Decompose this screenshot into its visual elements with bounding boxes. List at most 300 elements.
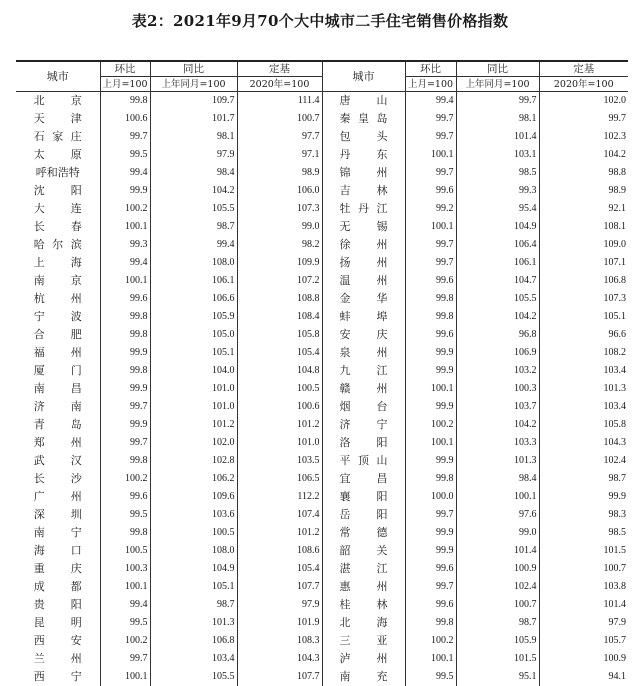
mom-value-cell: 99.7 bbox=[405, 236, 456, 254]
base-value-cell: 101.4 bbox=[539, 596, 628, 614]
base-value-cell: 106.5 bbox=[237, 470, 322, 488]
mom-value-cell: 99.5 bbox=[405, 668, 456, 686]
city-name-cell bbox=[322, 596, 405, 614]
table-row bbox=[16, 452, 628, 470]
base-value-cell: 108.1 bbox=[539, 218, 628, 236]
city-name-label: 贵阳 bbox=[34, 596, 82, 614]
yoy-value-cell: 102.8 bbox=[150, 452, 237, 470]
table-row bbox=[16, 506, 628, 524]
mom-value-cell: 99.6 bbox=[405, 272, 456, 290]
table-row bbox=[16, 254, 628, 272]
yoy-value-cell: 101.4 bbox=[456, 542, 539, 560]
yoy-value-cell: 106.6 bbox=[150, 290, 237, 308]
mom-value-cell: 99.6 bbox=[405, 182, 456, 200]
mom-value-cell: 99.8 bbox=[100, 524, 150, 542]
city-name-label: 南昌 bbox=[34, 380, 82, 398]
mom-value-cell: 100.1 bbox=[405, 434, 456, 452]
city-name-cell bbox=[16, 650, 100, 668]
yoy-value-cell: 98.5 bbox=[456, 164, 539, 182]
base-value-cell: 108.6 bbox=[237, 542, 322, 560]
city-name-cell bbox=[16, 506, 100, 524]
city-name-label: 秦皇岛 bbox=[340, 110, 388, 128]
yoy-value-cell: 104.2 bbox=[456, 308, 539, 326]
base-value-cell: 105.8 bbox=[539, 416, 628, 434]
base-value-cell: 105.7 bbox=[539, 632, 628, 650]
mom-subheader-2: 上月=100 bbox=[405, 77, 456, 92]
base-value-cell: 97.9 bbox=[237, 596, 322, 614]
mom-value-cell: 99.4 bbox=[100, 254, 150, 272]
city-name-label: 温州 bbox=[340, 272, 388, 290]
city-name-label: 包头 bbox=[340, 128, 388, 146]
base-value-cell: 105.8 bbox=[237, 326, 322, 344]
mom-value-cell: 99.9 bbox=[100, 416, 150, 434]
mom-value-cell: 99.7 bbox=[100, 650, 150, 668]
table-row bbox=[16, 272, 628, 290]
yoy-value-cell: 102.0 bbox=[150, 434, 237, 452]
city-name-label: 成都 bbox=[34, 578, 82, 596]
city-name-label: 哈尔滨 bbox=[34, 236, 82, 254]
city-name-label: 北海 bbox=[340, 614, 388, 632]
mom-value-cell: 100.0 bbox=[405, 488, 456, 506]
city-column-header-2: 城市 bbox=[322, 61, 405, 92]
mom-value-cell: 100.2 bbox=[405, 416, 456, 434]
table-body bbox=[16, 92, 628, 686]
base-value-cell: 101.0 bbox=[237, 434, 322, 452]
yoy-value-cell: 95.1 bbox=[456, 668, 539, 686]
city-name-label: 天津 bbox=[34, 110, 82, 128]
city-name-label: 吉林 bbox=[340, 182, 388, 200]
city-name-cell bbox=[16, 488, 100, 506]
yoy-value-cell: 98.7 bbox=[150, 596, 237, 614]
mom-value-cell: 100.1 bbox=[405, 146, 456, 164]
city-name-cell bbox=[16, 146, 100, 164]
base-value-cell: 104.8 bbox=[237, 362, 322, 380]
table-row bbox=[16, 380, 628, 398]
yoy-value-cell: 106.1 bbox=[150, 272, 237, 290]
mom-value-cell: 100.1 bbox=[405, 218, 456, 236]
mom-value-cell: 99.9 bbox=[100, 380, 150, 398]
yoy-value-cell: 98.4 bbox=[150, 164, 237, 182]
mom-value-cell: 100.1 bbox=[100, 668, 150, 686]
mom-column-header-2: 环比 bbox=[405, 61, 456, 77]
city-name-label: 昆明 bbox=[34, 614, 82, 632]
mom-value-cell: 99.5 bbox=[100, 506, 150, 524]
city-name-cell bbox=[322, 326, 405, 344]
yoy-value-cell: 100.7 bbox=[456, 596, 539, 614]
city-name-label: 南宁 bbox=[34, 524, 82, 542]
yoy-value-cell: 103.1 bbox=[456, 146, 539, 164]
yoy-value-cell: 106.4 bbox=[456, 236, 539, 254]
city-name-cell bbox=[322, 308, 405, 326]
table-row bbox=[16, 632, 628, 650]
base-value-cell: 112.2 bbox=[237, 488, 322, 506]
table-header bbox=[16, 61, 628, 92]
city-name-label: 长春 bbox=[34, 218, 82, 236]
base-value-cell: 108.8 bbox=[237, 290, 322, 308]
yoy-value-cell: 104.2 bbox=[150, 182, 237, 200]
base-value-cell: 97.9 bbox=[539, 614, 628, 632]
city-name-cell bbox=[322, 362, 405, 380]
city-name-cell bbox=[322, 92, 405, 111]
city-name-cell bbox=[16, 92, 100, 111]
yoy-value-cell: 108.0 bbox=[150, 254, 237, 272]
city-name-cell bbox=[322, 452, 405, 470]
base-value-cell: 104.2 bbox=[539, 146, 628, 164]
city-name-cell bbox=[16, 380, 100, 398]
base-value-cell: 111.4 bbox=[237, 92, 322, 111]
city-name-cell bbox=[322, 146, 405, 164]
city-name-cell bbox=[322, 398, 405, 416]
city-name-cell bbox=[16, 110, 100, 128]
city-name-cell bbox=[16, 254, 100, 272]
city-name-cell bbox=[322, 506, 405, 524]
city-name-cell bbox=[16, 182, 100, 200]
city-name-label: 北京 bbox=[34, 92, 82, 110]
city-name-label: 济南 bbox=[34, 398, 82, 416]
base-value-cell: 103.4 bbox=[539, 398, 628, 416]
yoy-value-cell: 101.5 bbox=[456, 650, 539, 668]
yoy-value-cell: 100.5 bbox=[150, 524, 237, 542]
city-name-label: 平顶山 bbox=[340, 452, 388, 470]
city-name-label: 丹东 bbox=[340, 146, 388, 164]
city-name-label: 金华 bbox=[340, 290, 388, 308]
city-name-label: 长沙 bbox=[34, 470, 82, 488]
city-name-cell bbox=[16, 218, 100, 236]
yoy-value-cell: 105.9 bbox=[456, 632, 539, 650]
yoy-value-cell: 101.7 bbox=[150, 110, 237, 128]
city-name-label: 常德 bbox=[340, 524, 388, 542]
base-value-cell: 107.7 bbox=[237, 668, 322, 686]
city-name-cell bbox=[322, 416, 405, 434]
mom-value-cell: 99.8 bbox=[100, 308, 150, 326]
mom-value-cell: 99.2 bbox=[405, 200, 456, 218]
mom-subheader: 上月=100 bbox=[100, 77, 150, 92]
yoy-value-cell: 104.2 bbox=[456, 416, 539, 434]
base-value-cell: 98.5 bbox=[539, 524, 628, 542]
mom-value-cell: 99.9 bbox=[405, 452, 456, 470]
mom-value-cell: 100.1 bbox=[100, 578, 150, 596]
yoy-value-cell: 98.1 bbox=[150, 128, 237, 146]
city-name-cell bbox=[16, 164, 100, 182]
city-name-label: 徐州 bbox=[340, 236, 388, 254]
city-name-label: 洛阳 bbox=[340, 434, 388, 452]
base-value-cell: 105.4 bbox=[237, 344, 322, 362]
yoy-value-cell: 104.0 bbox=[150, 362, 237, 380]
price-index-table-container bbox=[16, 60, 628, 686]
mom-value-cell: 99.7 bbox=[405, 506, 456, 524]
base-value-cell: 108.4 bbox=[237, 308, 322, 326]
city-name-cell bbox=[16, 236, 100, 254]
table-row bbox=[16, 146, 628, 164]
mom-value-cell: 99.7 bbox=[405, 110, 456, 128]
base-value-cell: 105.4 bbox=[237, 560, 322, 578]
base-value-cell: 98.9 bbox=[237, 164, 322, 182]
base-value-cell: 102.3 bbox=[539, 128, 628, 146]
city-name-label: 蚌埠 bbox=[340, 308, 388, 326]
base-value-cell: 92.1 bbox=[539, 200, 628, 218]
city-name-label: 宜昌 bbox=[340, 470, 388, 488]
yoy-value-cell: 104.7 bbox=[456, 272, 539, 290]
city-name-label: 湛江 bbox=[340, 560, 388, 578]
city-name-label: 韶关 bbox=[340, 542, 388, 560]
table-row bbox=[16, 596, 628, 614]
table-row bbox=[16, 668, 628, 686]
base-value-cell: 105.1 bbox=[539, 308, 628, 326]
table-row bbox=[16, 200, 628, 218]
yoy-value-cell: 100.9 bbox=[456, 560, 539, 578]
mom-value-cell: 99.9 bbox=[405, 362, 456, 380]
mom-value-cell: 100.1 bbox=[405, 650, 456, 668]
table-row bbox=[16, 542, 628, 560]
yoy-value-cell: 103.3 bbox=[456, 434, 539, 452]
yoy-value-cell: 101.0 bbox=[150, 398, 237, 416]
city-name-cell bbox=[322, 560, 405, 578]
city-name-label: 呼和浩特 bbox=[36, 166, 80, 179]
city-name-cell bbox=[322, 128, 405, 146]
base-value-cell: 96.6 bbox=[539, 326, 628, 344]
yoy-value-cell: 103.7 bbox=[456, 398, 539, 416]
mom-value-cell: 100.1 bbox=[100, 218, 150, 236]
city-name-cell bbox=[322, 290, 405, 308]
mom-value-cell: 99.9 bbox=[405, 344, 456, 362]
mom-value-cell: 99.6 bbox=[405, 596, 456, 614]
city-name-cell bbox=[16, 200, 100, 218]
base-column-header: 定基 bbox=[237, 61, 322, 77]
base-value-cell: 107.3 bbox=[237, 200, 322, 218]
mom-value-cell: 99.5 bbox=[100, 614, 150, 632]
yoy-value-cell: 104.9 bbox=[150, 560, 237, 578]
base-value-cell: 98.3 bbox=[539, 506, 628, 524]
city-name-cell bbox=[322, 380, 405, 398]
base-value-cell: 102.4 bbox=[539, 452, 628, 470]
city-name-label: 烟台 bbox=[340, 398, 388, 416]
mom-value-cell: 100.3 bbox=[100, 560, 150, 578]
city-name-label: 九江 bbox=[340, 362, 388, 380]
base-value-cell: 98.9 bbox=[539, 182, 628, 200]
yoy-value-cell: 105.1 bbox=[150, 344, 237, 362]
mom-value-cell: 99.8 bbox=[100, 92, 150, 111]
city-name-cell bbox=[16, 344, 100, 362]
table-row bbox=[16, 650, 628, 668]
base-value-cell: 98.2 bbox=[237, 236, 322, 254]
table-row bbox=[16, 524, 628, 542]
base-value-cell: 103.5 bbox=[237, 452, 322, 470]
base-value-cell: 109.0 bbox=[539, 236, 628, 254]
city-name-cell bbox=[322, 488, 405, 506]
yoy-value-cell: 103.6 bbox=[150, 506, 237, 524]
table-row bbox=[16, 218, 628, 236]
base-value-cell: 97.7 bbox=[237, 128, 322, 146]
base-value-cell: 103.4 bbox=[539, 362, 628, 380]
yoy-value-cell: 105.5 bbox=[150, 668, 237, 686]
city-name-cell bbox=[322, 470, 405, 488]
mom-value-cell: 99.7 bbox=[405, 128, 456, 146]
city-name-label: 上海 bbox=[34, 254, 82, 272]
table-title: 表2：2021年9月70个大中城市二手住宅销售价格指数 bbox=[0, 10, 640, 31]
mom-value-cell: 99.7 bbox=[100, 434, 150, 452]
mom-value-cell: 99.8 bbox=[405, 290, 456, 308]
yoy-value-cell: 105.9 bbox=[150, 308, 237, 326]
mom-value-cell: 99.6 bbox=[405, 326, 456, 344]
city-name-label: 唐山 bbox=[340, 92, 388, 110]
city-name-label: 南京 bbox=[34, 272, 82, 290]
city-name-cell bbox=[16, 632, 100, 650]
base-value-cell: 101.2 bbox=[237, 416, 322, 434]
mom-value-cell: 99.9 bbox=[100, 344, 150, 362]
city-name-label: 宁波 bbox=[34, 308, 82, 326]
table-row bbox=[16, 326, 628, 344]
mom-value-cell: 100.1 bbox=[100, 272, 150, 290]
base-value-cell: 100.7 bbox=[237, 110, 322, 128]
city-name-label: 牡丹江 bbox=[340, 200, 388, 218]
mom-value-cell: 99.9 bbox=[405, 398, 456, 416]
city-name-label: 锦州 bbox=[340, 164, 388, 182]
mom-value-cell: 99.4 bbox=[100, 596, 150, 614]
city-name-cell bbox=[16, 308, 100, 326]
table-row bbox=[16, 560, 628, 578]
mom-value-cell: 99.8 bbox=[405, 308, 456, 326]
base-value-cell: 107.4 bbox=[237, 506, 322, 524]
yoy-value-cell: 97.9 bbox=[150, 146, 237, 164]
base-value-cell: 104.3 bbox=[237, 650, 322, 668]
table-row bbox=[16, 128, 628, 146]
yoy-value-cell: 101.2 bbox=[150, 416, 237, 434]
base-value-cell: 97.1 bbox=[237, 146, 322, 164]
yoy-value-cell: 105.5 bbox=[150, 200, 237, 218]
mom-value-cell: 100.2 bbox=[405, 632, 456, 650]
mom-value-cell: 100.2 bbox=[100, 200, 150, 218]
table-row bbox=[16, 236, 628, 254]
table-row bbox=[16, 398, 628, 416]
table-row bbox=[16, 344, 628, 362]
base-value-cell: 104.3 bbox=[539, 434, 628, 452]
base-value-cell: 98.8 bbox=[539, 164, 628, 182]
city-name-label: 太原 bbox=[34, 146, 82, 164]
city-name-cell bbox=[322, 614, 405, 632]
table-row bbox=[16, 110, 628, 128]
table-row bbox=[16, 614, 628, 632]
city-name-cell bbox=[322, 632, 405, 650]
city-name-label: 桂林 bbox=[340, 596, 388, 614]
mom-value-cell: 99.6 bbox=[405, 560, 456, 578]
city-name-label: 西宁 bbox=[34, 668, 82, 686]
city-name-cell bbox=[322, 434, 405, 452]
table-row bbox=[16, 290, 628, 308]
base-value-cell: 106.0 bbox=[237, 182, 322, 200]
city-name-cell bbox=[16, 128, 100, 146]
base-value-cell: 107.2 bbox=[237, 272, 322, 290]
yoy-value-cell: 100.1 bbox=[456, 488, 539, 506]
mom-value-cell: 100.1 bbox=[405, 380, 456, 398]
city-name-label: 赣州 bbox=[340, 380, 388, 398]
table-row bbox=[16, 434, 628, 452]
mom-value-cell: 99.8 bbox=[405, 470, 456, 488]
yoy-value-cell: 102.4 bbox=[456, 578, 539, 596]
base-value-cell: 100.6 bbox=[237, 398, 322, 416]
mom-value-cell: 99.8 bbox=[405, 614, 456, 632]
mom-value-cell: 100.5 bbox=[100, 542, 150, 560]
city-name-cell bbox=[16, 326, 100, 344]
mom-value-cell: 99.7 bbox=[100, 398, 150, 416]
base-value-cell: 100.9 bbox=[539, 650, 628, 668]
table-row bbox=[16, 470, 628, 488]
base-subheader-2: 2020年=100 bbox=[539, 77, 628, 92]
yoy-value-cell: 99.3 bbox=[456, 182, 539, 200]
city-name-cell bbox=[322, 110, 405, 128]
base-value-cell: 101.2 bbox=[237, 524, 322, 542]
base-value-cell: 103.8 bbox=[539, 578, 628, 596]
city-name-cell bbox=[16, 560, 100, 578]
base-value-cell: 101.9 bbox=[237, 614, 322, 632]
city-name-label: 安庆 bbox=[340, 326, 388, 344]
yoy-value-cell: 105.5 bbox=[456, 290, 539, 308]
city-name-cell bbox=[16, 398, 100, 416]
yoy-value-cell: 106.9 bbox=[456, 344, 539, 362]
city-name-cell bbox=[322, 542, 405, 560]
table-row bbox=[16, 416, 628, 434]
yoy-value-cell: 105.1 bbox=[150, 578, 237, 596]
yoy-value-cell: 106.1 bbox=[456, 254, 539, 272]
base-value-cell: 99.0 bbox=[237, 218, 322, 236]
table-row bbox=[16, 308, 628, 326]
city-name-cell bbox=[322, 218, 405, 236]
city-name-cell bbox=[16, 362, 100, 380]
mom-value-cell: 99.9 bbox=[405, 542, 456, 560]
mom-value-cell: 99.3 bbox=[100, 236, 150, 254]
yoy-value-cell: 109.7 bbox=[150, 92, 237, 111]
mom-value-cell: 100.6 bbox=[100, 110, 150, 128]
mom-value-cell: 99.4 bbox=[100, 164, 150, 182]
yoy-subheader-2: 上年同月=100 bbox=[456, 77, 539, 92]
city-name-cell bbox=[322, 578, 405, 596]
yoy-value-cell: 103.4 bbox=[150, 650, 237, 668]
yoy-value-cell: 100.3 bbox=[456, 380, 539, 398]
base-value-cell: 100.5 bbox=[237, 380, 322, 398]
city-name-cell bbox=[322, 200, 405, 218]
table-row bbox=[16, 164, 628, 182]
city-name-cell bbox=[16, 668, 100, 686]
city-name-label: 岳阳 bbox=[340, 506, 388, 524]
base-value-cell: 94.1 bbox=[539, 668, 628, 686]
city-name-label: 兰州 bbox=[34, 650, 82, 668]
mom-value-cell: 99.7 bbox=[405, 164, 456, 182]
yoy-value-cell: 99.4 bbox=[150, 236, 237, 254]
mom-value-cell: 99.5 bbox=[100, 146, 150, 164]
city-name-label: 襄阳 bbox=[340, 488, 388, 506]
mom-value-cell: 99.8 bbox=[100, 362, 150, 380]
yoy-value-cell: 101.3 bbox=[456, 452, 539, 470]
base-value-cell: 108.3 bbox=[237, 632, 322, 650]
city-name-label: 武汉 bbox=[34, 452, 82, 470]
yoy-subheader: 上年同月=100 bbox=[150, 77, 237, 92]
city-name-cell bbox=[322, 344, 405, 362]
base-value-cell: 101.3 bbox=[539, 380, 628, 398]
table-row bbox=[16, 182, 628, 200]
city-name-label: 济宁 bbox=[340, 416, 388, 434]
city-name-label: 杭州 bbox=[34, 290, 82, 308]
base-subheader: 2020年=100 bbox=[237, 77, 322, 92]
price-index-table bbox=[16, 60, 628, 686]
mom-value-cell: 100.2 bbox=[100, 632, 150, 650]
yoy-value-cell: 98.4 bbox=[456, 470, 539, 488]
city-name-label: 深圳 bbox=[34, 506, 82, 524]
city-name-label: 南充 bbox=[340, 668, 388, 686]
city-name-cell bbox=[16, 578, 100, 596]
city-column-header: 城市 bbox=[16, 61, 100, 92]
city-name-cell bbox=[16, 614, 100, 632]
yoy-value-cell: 101.0 bbox=[150, 380, 237, 398]
city-name-cell bbox=[322, 524, 405, 542]
